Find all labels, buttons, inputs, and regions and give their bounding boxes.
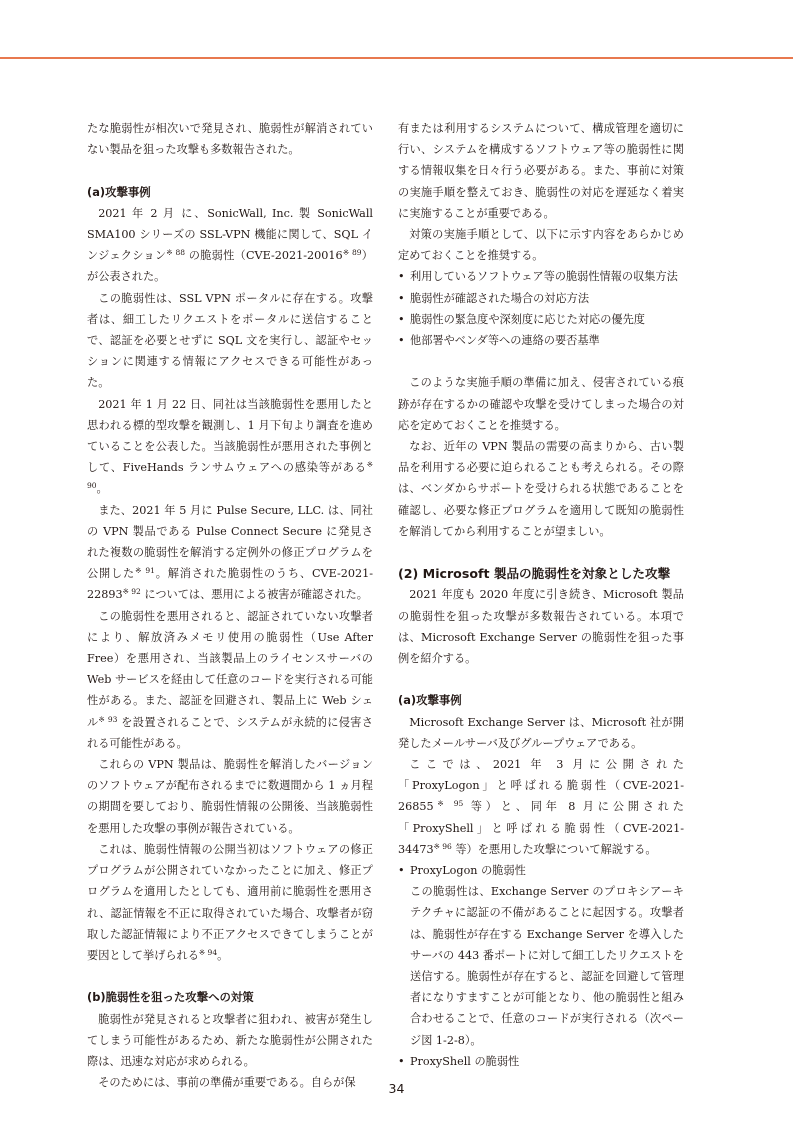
list-item: • 脆弱性の緊急度や深刻度に応じた対応の優先度: [398, 309, 684, 330]
page-number: 34: [388, 1081, 405, 1096]
heading-countermeasures: (b)脆弱性を狙った攻撃への対策: [87, 990, 254, 1005]
heading-attack-cases: (a)攻撃事例: [87, 184, 151, 199]
paragraph-targeted-attack: 2021 年 1 月 22 日、同社は当該脆弱性を悪用したと思われる標的型攻撃を観測し、1 月下旬より調査を進めていることを公表した。当該脆弱性が悪用された事例として、FiveHands ランサムウェアへの感染等がある$^{※ 90}$。: [87, 397, 373, 496]
list-item-proxylogon: • ProxyLogon の脆弱性: [398, 860, 684, 881]
right-column: [398, 118, 684, 1072]
paragraph-causes: これは、脆弱性情報の公開当初はソフトウェアの修正プログラムが公開されていなかったことに加え、修正プログラムを適用したとしても、適用前に脆弱性を悪用され、認証情報を不正に取得されていた場合、攻撃者が窃取した認証情報により不正アクセスできてしまうことが要因として挙げられる$^{※ 94}$。: [87, 842, 373, 962]
paragraph-microsoft-intro: 2021 年度も 2020 年度に引き続き、Microsoft 製品の脆弱性を狙った攻撃が多数報告されている。本項では、Microsoft Exchange Server の脆弱性を狙った事例を紹介する。: [398, 588, 684, 666]
list-item-proxyshell: • ProxyShell の脆弱性: [398, 1051, 684, 1072]
paragraph-config-management: 有または利用するシステムについて、構成管理を適切に行い、システムを構成するソフトウェア等の脆弱性に関する情報収集を日々行う必要がある。また、事前に対策の実施手順を整えておき、脆弱性の対応を遅延なく着実に実施することが重要である。: [398, 122, 684, 220]
paragraph-rapid-response: 脆弱性が発見されると攻撃者に狙われ、被害が発生してしまう可能性があるため、新たな脆弱性が公開された際は、迅速な対応が求められる。: [87, 1012, 373, 1068]
paragraph-proxylogon-proxyshell: ここでは、2021 年 3 月に公開された「ProxyLogon」と呼ばれる脆弱性（CVE-2021-26855$^{※ 95}$ 等）と、同年 8 月に公開された「ProxyShell」と呼ばれる脆弱性（CVE-2021-34473$^{※ 96}$ 等）を悪用した攻撃について解説する。: [398, 758, 684, 856]
paragraph-preparation: そのためには、事前の準備が重要である。自らが保: [98, 1076, 356, 1090]
heading-attack-cases-2: (a)攻撃事例: [398, 693, 462, 708]
header-rule: [0, 57, 793, 59]
paragraph-old-products: なお、近年の VPN 製品の需要の高まりから、古い製品を利用する必要に迫られることも考えられる。その際は、ベンダからサポートを受けられる状態であることを確認し、必要な修正プログラムを適用して既知の脆弱性を解消してから利用することが望ましい。: [398, 440, 684, 538]
paragraph-patch-delay: これらの VPN 製品は、脆弱性を解消したバージョンのソフトウェアが配布されるまでに数週間から 1 ヵ月程の期間を要しており、脆弱性情報の公開後、当該脆弱性を悪用した攻撃の事例が報告されている。: [87, 758, 373, 835]
left-column: [87, 118, 373, 1093]
vulnerability-list-2: [398, 1051, 684, 1072]
paragraph-exchange: Microsoft Exchange Server は、Microsoft 社が開発したメールサーバ及びグループウェアである。: [398, 715, 684, 750]
heading-microsoft: (2) Microsoft 製品の脆弱性を対象とした攻撃: [398, 566, 671, 582]
procedure-list: [398, 266, 684, 351]
list-item: • 他部署やベンダ等への連絡の要否基準: [398, 330, 684, 351]
vulnerability-list: [398, 860, 684, 881]
paragraph-use-after-free: この脆弱性を悪用されると、認証されていない攻撃者により、解放済みメモリ使用の脆弱性（Use After Free）を悪用され、当該製品上のライセンスサーバの Web サービスを経由して任意のコードを実行される可能性がある。また、認証を回避され、製品上に Web シェル$^{※ 93}$ を設置されることで、システムが永続的に侵害される可能性がある。: [87, 609, 373, 750]
list-item: • 利用しているソフトウェア等の脆弱性情報の収集方法: [398, 266, 684, 287]
paragraph-sonicwall: 2021 年 2 月 に、SonicWall, Inc. 製 SonicWall SMA100 シリーズの SSL-VPN 機能に関して、SQL インジェクション$^{※ 88}$ の脆弱性（CVE-2021-20016$^{※ 89}$）が公表された。: [87, 206, 373, 284]
paragraph-proxylogon-detail: この脆弱性は、Exchange Server のプロキシアーキテクチャに認証の不備があることに起因する。攻撃者は、脆弱性が存在する Exchange Server を導入したサーバの 443 番ポートに対して細工したリクエストを送信する。脆弱性が存在すると、認証を回避して管理者になりすますことが可能となり、他の脆弱性と組み合わせることで、任意のコードが実行される（次ページ図 1-2-8）。: [410, 885, 684, 1047]
paragraph-procedures: 対策の実施手順として、以下に示す内容をあらかじめ定めておくことを推奨する。: [398, 228, 684, 263]
intro-paragraph: たな脆弱性が相次いで発見され、脆弱性が解消されていない製品を狙った攻撃も多数報告された。: [87, 122, 373, 157]
paragraph-pulse-secure: また、2021 年 5 月に Pulse Secure, LLC. は、同社の VPN 製品である Pulse Connect Secure に発見された複数の脆弱性を解消する定例外の修正プログラムを公開した$^{※ 91}$。解消された脆弱性のうち、CVE-2021-22893$^{※ 92}$ については、悪用による被害が確認された。: [87, 503, 373, 602]
list-item: • 脆弱性が確認された場合の対応方法: [398, 288, 684, 309]
paragraph-ssl-vpn: この脆弱性は、SSL VPN ポータルに存在する。攻撃者は、細工したリクエストをポータルに送信することで、認証を必要とせずに SQL 文を実行し、認証やセッションに関連する情報にアクセスできる可能性があった。: [87, 291, 373, 390]
paragraph-traces: このような実施手順の準備に加え、侵害されている痕跡が存在するかの確認や攻撃を受けてしまった場合の対応を定めておくことを推奨する。: [398, 376, 684, 432]
